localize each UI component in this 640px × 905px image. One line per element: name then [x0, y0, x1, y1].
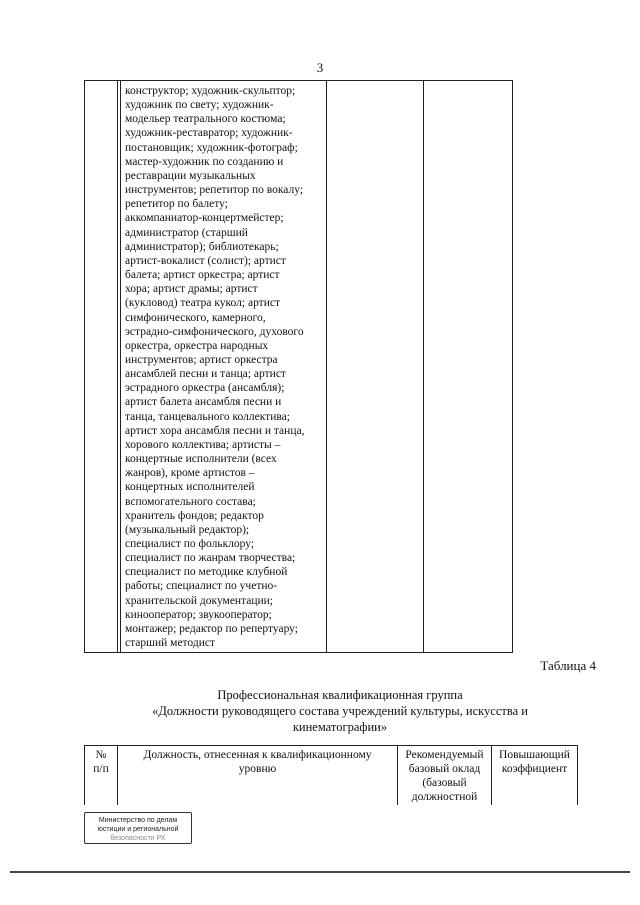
job-title-line: администратор (старший	[125, 226, 248, 239]
header-position: Должность, отнесенная к квалификационному уровню	[118, 746, 398, 806]
job-title-line: конструктор; художник-скульптор;	[125, 85, 296, 97]
bottom-rule	[10, 871, 630, 873]
stamp-line: Министерство по делам	[98, 817, 178, 824]
job-title-line: аккомпаниатор-концертмейстер;	[125, 212, 284, 225]
job-title-line: администратор); библиотекарь;	[125, 240, 279, 253]
cell-coefficient	[424, 81, 513, 653]
table-4-caption	[84, 687, 596, 735]
table-row	[85, 81, 513, 653]
job-title-line: (кукловод) театра кукол; артист	[125, 297, 280, 310]
job-title-line: модельер театрального костюма;	[125, 113, 286, 126]
job-title-line: артист балета ансамбля песни и	[125, 396, 282, 409]
job-title-line: инструментов; артист оркестра	[125, 353, 278, 366]
job-titles-list	[121, 81, 326, 652]
caption-line: кинематографии»	[292, 720, 388, 734]
job-title-line: эстрадного оркестра (ансамбля);	[125, 382, 285, 395]
caption-line: Профессиональная квалификационная группа	[217, 688, 463, 702]
cell-job-titles	[121, 81, 327, 653]
job-title-line: работы; специалист по учетно-	[125, 580, 278, 593]
header-number: № п/п	[85, 746, 118, 806]
job-title-line: концертных исполнителей	[125, 481, 255, 494]
job-title-line: артист-вокалист (солист); артист	[125, 254, 286, 267]
header-base-salary: Рекомендуемый базовый оклад (базовый должностной	[398, 746, 492, 806]
job-title-line: хорового коллектива; артисты –	[125, 438, 281, 451]
cell-base-salary	[327, 81, 424, 653]
job-title-line: специалист по жанрам творчества;	[125, 552, 296, 565]
job-title-line: оркестра, оркестра народных	[125, 339, 269, 352]
job-title-line: ансамблей песни и танца; артист	[125, 368, 286, 381]
job-title-line: мастер-художник по созданию и	[125, 155, 284, 168]
table-4-header	[84, 745, 578, 805]
header-coefficient: Повышающий коэффициент	[492, 746, 578, 806]
job-title-line: вспомогательного состава;	[125, 495, 256, 508]
job-title-line: танца, танцевального коллектива;	[125, 410, 290, 423]
caption-line: «Должности руководящего состава учреждений культуры, искусства и	[152, 704, 528, 718]
job-title-line: постановщик; художник-фотограф;	[125, 141, 298, 154]
job-title-line: хора; артист драмы; артист	[125, 283, 258, 296]
job-title-line: монтажер; редактор по репертуару;	[125, 622, 298, 635]
table-header-row	[85, 746, 578, 806]
job-title-line: инструментов; репетитор по вокалу;	[125, 184, 304, 197]
job-title-line: концертные исполнители (всех	[125, 453, 277, 466]
registration-stamp	[84, 812, 192, 844]
job-title-line: реставрации музыкальных	[125, 169, 256, 182]
job-title-line: хранительской документации;	[125, 594, 274, 607]
job-title-line: эстрадно-симфонического, духового	[125, 325, 304, 338]
job-title-line: хранитель фондов; редактор	[125, 509, 264, 522]
job-title-line: (музыкальный редактор);	[125, 523, 250, 536]
page-number: 3	[316, 60, 324, 75]
job-title-line: специалист по фольклору;	[125, 538, 255, 550]
table-3-continuation	[84, 80, 513, 653]
job-title-line: симфонического, камерного,	[125, 311, 266, 324]
job-title-line: репетитор по балету;	[125, 198, 228, 211]
job-title-line: жанров), кроме артистов –	[125, 467, 255, 480]
job-title-line: артист хора ансамбля песни и танца,	[125, 424, 305, 437]
stamp-line: юстиции и региональной	[97, 826, 179, 833]
job-title-line: специалист по методике клубной	[125, 566, 288, 579]
stamp-line: безопасности РХ	[110, 835, 166, 842]
job-title-line: кинооператор; звукооператор;	[125, 608, 272, 621]
table-4-label: Таблица 4	[540, 658, 596, 673]
job-title-line: балета; артист оркестра; артист	[125, 269, 280, 282]
cell-number	[85, 81, 118, 653]
job-title-line: старший методист	[125, 637, 215, 650]
job-title-line: художник-реставратор; художник-	[125, 127, 293, 140]
job-title-line: художник по свету; художник-	[125, 99, 274, 112]
